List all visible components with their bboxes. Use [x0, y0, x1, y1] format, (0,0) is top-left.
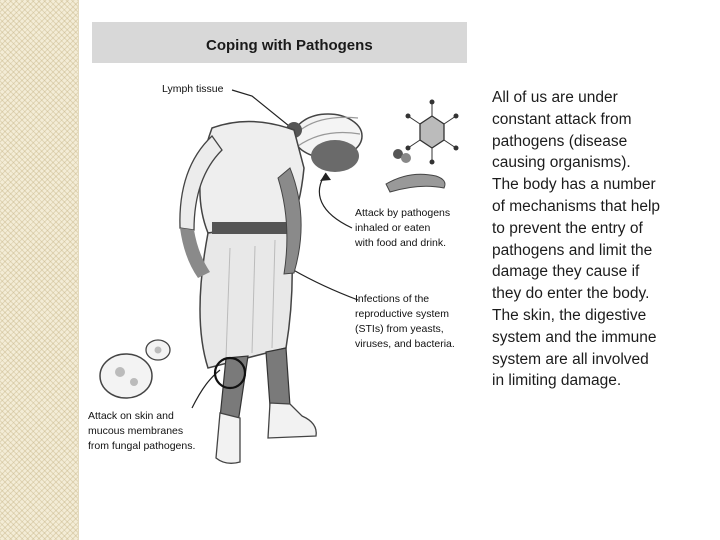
paragraph-line: The skin, the digestive: [492, 306, 647, 324]
paragraph-line: to prevent the entry of: [492, 219, 643, 237]
callout-line: Infections of the: [355, 293, 430, 305]
paragraph-line: causing organisms).: [492, 154, 631, 172]
callout-line: Lymph tissue: [162, 83, 224, 95]
paragraph-line: system and the immune: [492, 328, 657, 346]
paragraph-line: pathogens (disease: [492, 132, 628, 150]
pathogen-figure: [80, 18, 480, 488]
paragraph-line: pathogens and limit the: [492, 241, 653, 259]
callout-line: viruses, and bacteria.: [355, 338, 455, 350]
callout-line: from fungal pathogens.: [88, 440, 196, 452]
body-paragraph: [492, 87, 707, 392]
callout-line: (STIs) from yeasts,: [355, 323, 444, 335]
virus-particle: [406, 100, 459, 165]
paragraph-line: constant attack from: [492, 110, 632, 128]
fungal-cells: [100, 340, 170, 398]
callout-inhaled: [355, 206, 450, 251]
callout-line: reproductive system: [355, 308, 449, 320]
callout-lymph-tissue: [162, 82, 223, 97]
callout-line: Attack by pathogens: [355, 207, 451, 219]
person-figure: [180, 114, 362, 463]
paragraph-line: All of us are under: [492, 89, 618, 106]
decorative-side-strip: [0, 0, 79, 540]
paragraph-line: they do enter the body.: [492, 285, 650, 303]
bacteria-cluster: [386, 149, 445, 192]
paragraph-line: The body has a number: [492, 176, 656, 194]
callout-line: mucous membranes: [88, 425, 184, 437]
callout-skin: [88, 409, 195, 454]
paragraph-line: in limiting damage.: [492, 372, 622, 390]
callout-line: inhaled or eaten: [355, 222, 431, 234]
callout-reproductive: [355, 292, 455, 352]
paragraph-line: system are all involved: [492, 350, 649, 368]
paragraph-line: of mechanisms that help: [492, 197, 661, 215]
figure-title: Coping with Pathogens: [206, 37, 373, 54]
callout-line: Attack on skin and: [88, 410, 174, 422]
callout-line: with food and drink.: [355, 237, 447, 249]
paragraph-line: damage they cause if: [492, 263, 640, 281]
